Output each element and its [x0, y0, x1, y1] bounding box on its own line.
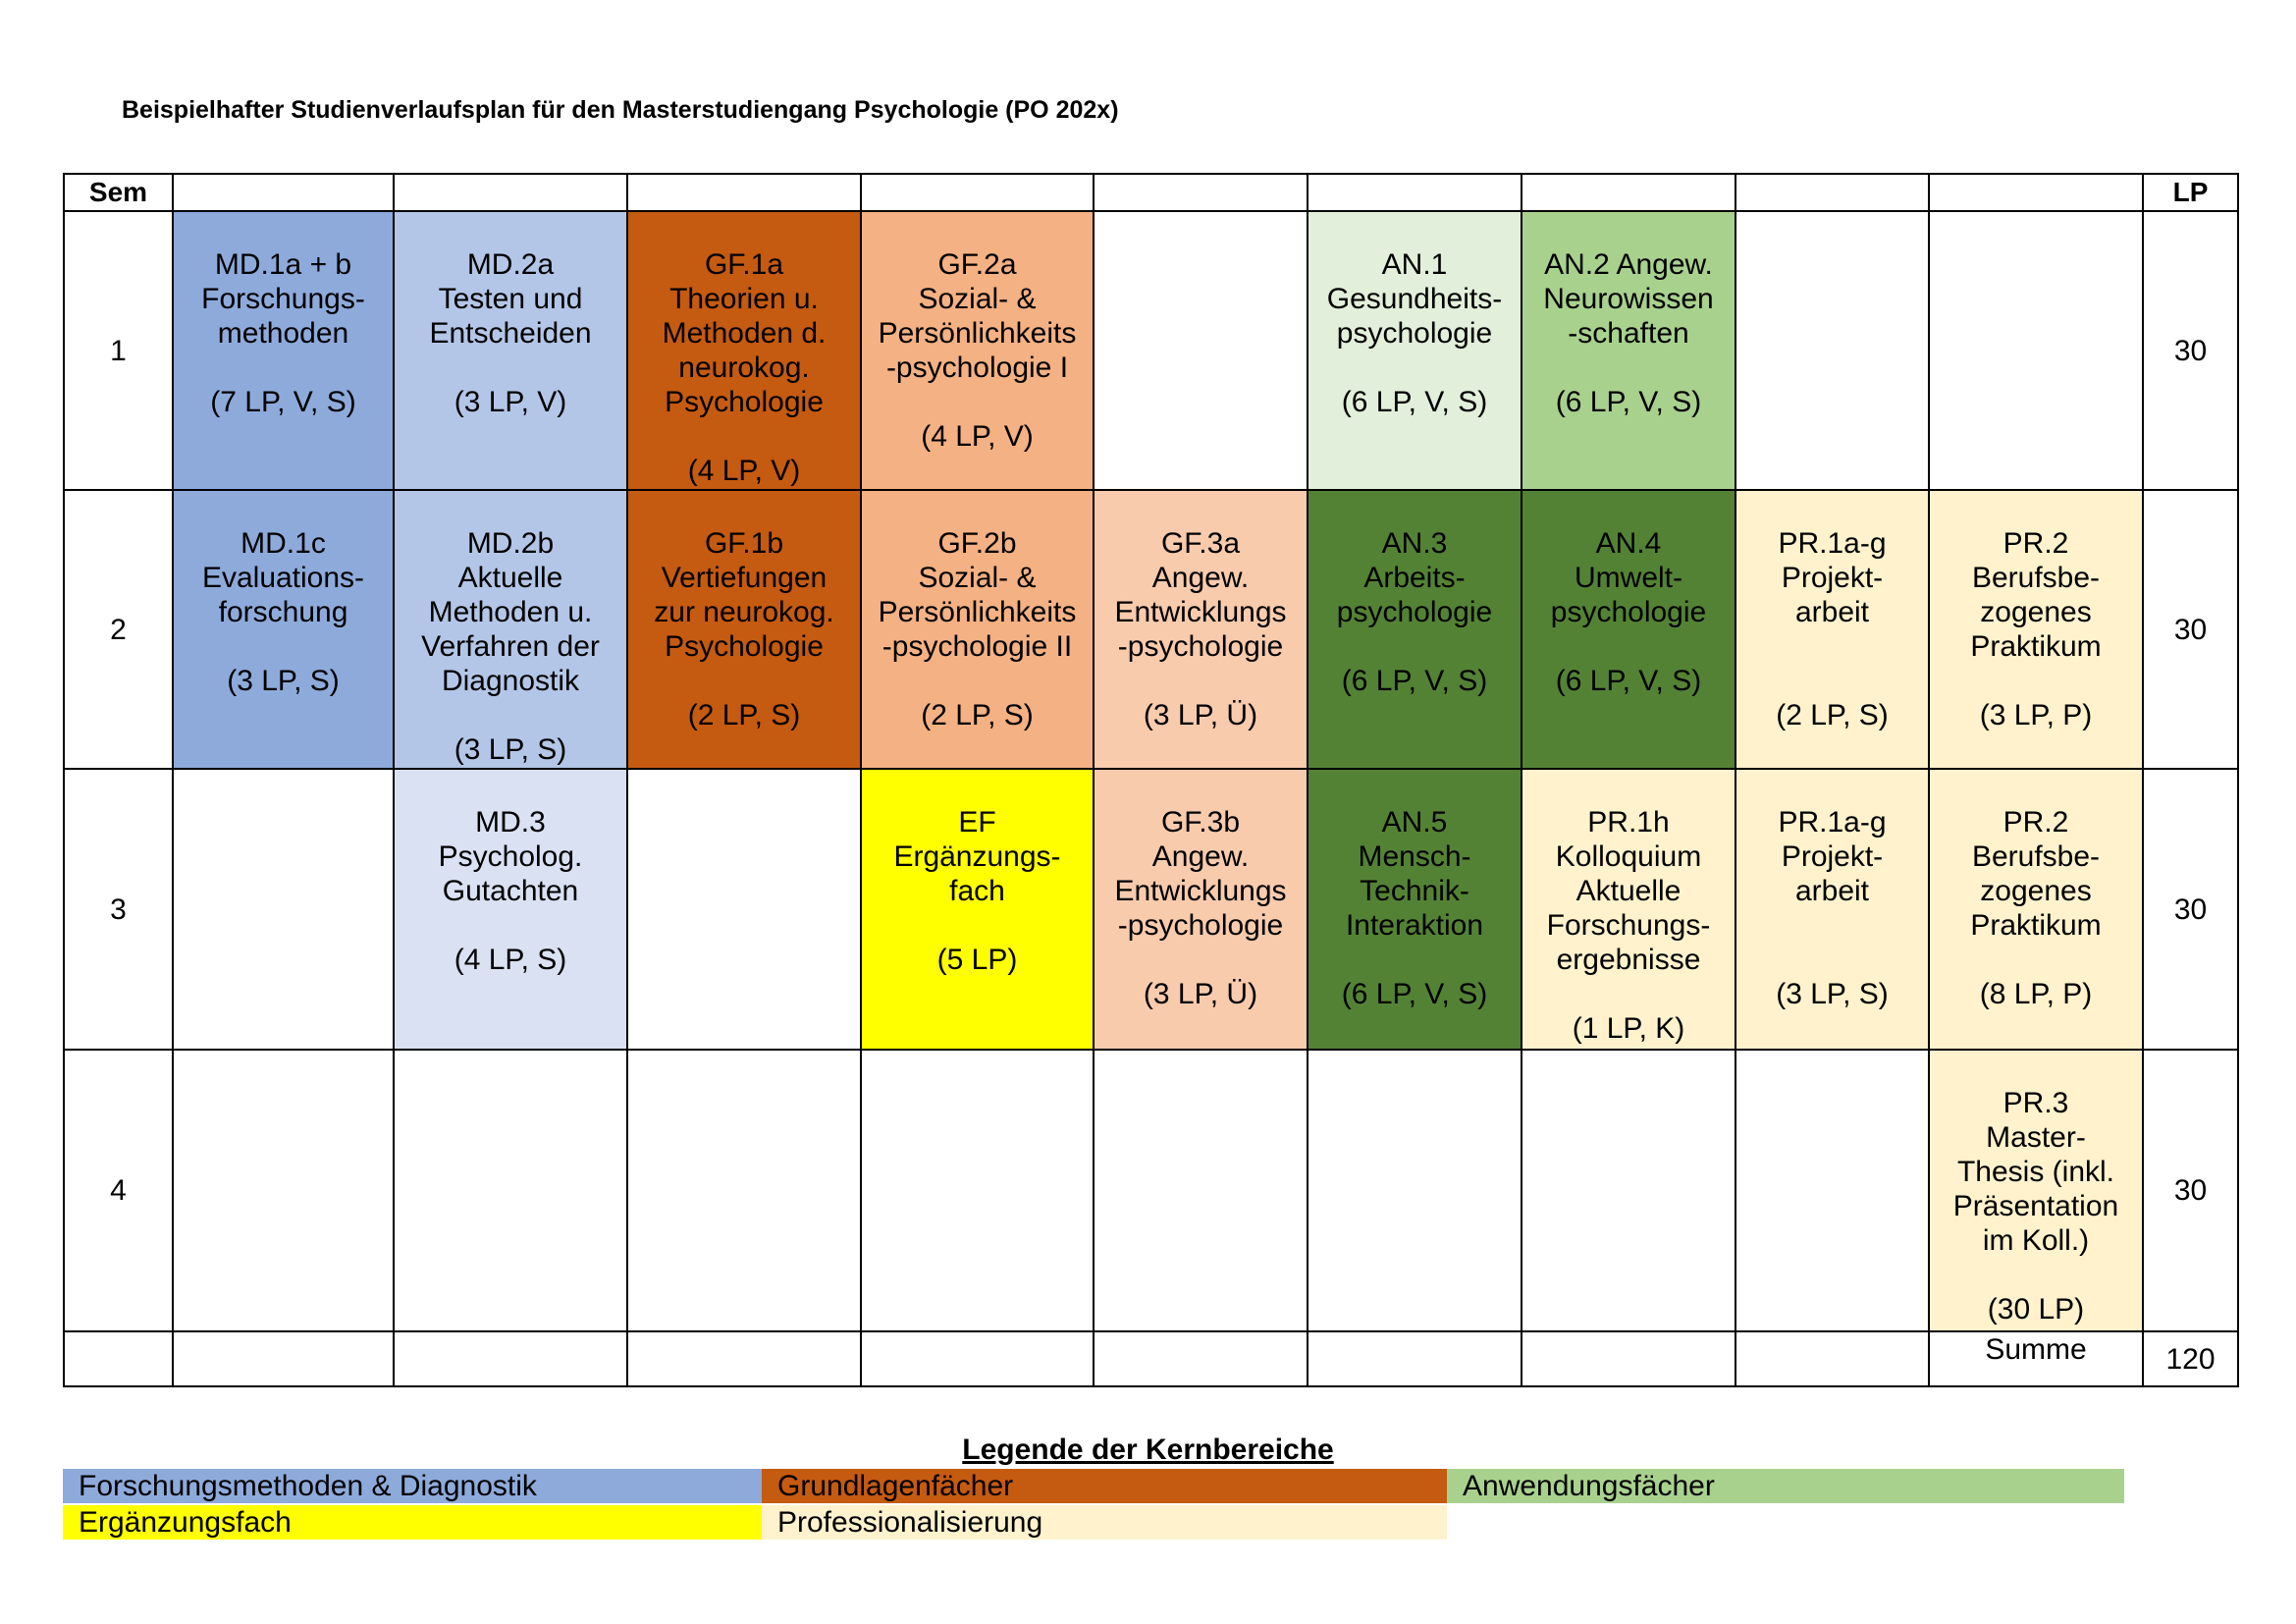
empty-cell	[1522, 1331, 1735, 1386]
semester-number: 3	[64, 769, 173, 1050]
header-empty	[861, 174, 1094, 211]
semester-number: 2	[64, 490, 173, 769]
semester-number: 1	[64, 211, 173, 490]
module-cell: GF.1a Theorien u. Methoden d. neurokog. Psychologie (4 LP, V)	[627, 211, 861, 490]
legend-item: Professionalisierung	[762, 1505, 1447, 1540]
empty-cell	[1308, 1050, 1522, 1331]
module-cell: AN.1 Gesundheits- psychologie (6 LP, V, S)	[1308, 211, 1522, 490]
module-cell: GF.3b Angew. Entwicklungs -psychologie (3 LP, Ü)	[1094, 769, 1308, 1050]
module-cell: EF Ergänzungs- fach (5 LP)	[861, 769, 1094, 1050]
module-cell: PR.3 Master- Thesis (inkl. Präsentation im Koll.) (30 LP)	[1929, 1050, 2143, 1331]
semester-number: 4	[64, 1050, 173, 1331]
empty-cell	[627, 769, 861, 1050]
semester-row	[64, 490, 2238, 769]
module-cell: PR.1h Kolloquium Aktuelle Forschungs- ergebnisse (1 LP, K)	[1522, 769, 1735, 1050]
module-cell: PR.1a-g Projekt- arbeit (3 LP, S)	[1735, 769, 1929, 1050]
header-empty	[1094, 174, 1308, 211]
legend-item: Forschungsmethoden & Diagnostik	[63, 1469, 762, 1503]
header-lp: LP	[2143, 174, 2238, 211]
empty-cell	[1094, 211, 1308, 490]
header-empty	[627, 174, 861, 211]
header-empty	[173, 174, 394, 211]
header-empty	[1735, 174, 1929, 211]
empty-cell	[394, 1050, 627, 1331]
empty-cell	[1308, 1331, 1522, 1386]
empty-cell	[1522, 1050, 1735, 1331]
module-cell: GF.1b Vertiefungen zur neurokog. Psychologie (2 LP, S)	[627, 490, 861, 769]
empty-cell	[1735, 211, 1929, 490]
module-cell: MD.2b Aktuelle Methoden u. Verfahren der Diagnostik (3 LP, S)	[394, 490, 627, 769]
module-cell: MD.1a + b Forschungs- methoden (7 LP, V, S)	[173, 211, 394, 490]
module-cell: PR.2 Berufsbe- zogenes Praktikum (8 LP, P)	[1929, 769, 2143, 1050]
semester-lp: 30	[2143, 490, 2238, 769]
empty-cell	[394, 1331, 627, 1386]
module-cell: GF.2b Sozial- & Persönlichkeits -psychologie II (2 LP, S)	[861, 490, 1094, 769]
semester-lp: 30	[2143, 769, 2238, 1050]
empty-cell	[1094, 1050, 1308, 1331]
empty-cell	[861, 1050, 1094, 1331]
semester-row	[64, 1050, 2238, 1331]
header-empty	[1522, 174, 1735, 211]
header-empty	[394, 174, 627, 211]
sum-label: Summe	[1929, 1331, 2143, 1386]
module-cell: MD.2a Testen und Entscheiden (3 LP, V)	[394, 211, 627, 490]
legend-title: Legende der Kernbereiche	[962, 1434, 1334, 1466]
page-title: Beispielhafter Studienverlaufsplan für den Masterstudiengang Psychologie (PO 202x)	[122, 96, 1119, 124]
legend-item: Ergänzungsfach	[63, 1505, 762, 1540]
module-cell: PR.1a-g Projekt- arbeit (2 LP, S)	[1735, 490, 1929, 769]
header-empty	[1929, 174, 2143, 211]
semester-row	[64, 211, 2238, 490]
empty-cell	[1929, 211, 2143, 490]
module-cell: MD.3 Psycholog. Gutachten (4 LP, S)	[394, 769, 627, 1050]
empty-cell	[1735, 1331, 1929, 1386]
empty-cell	[627, 1050, 861, 1331]
study-plan-table	[63, 173, 2239, 1387]
module-cell: AN.5 Mensch- Technik- Interaktion (6 LP, V, S)	[1308, 769, 1522, 1050]
semester-lp: 30	[2143, 211, 2238, 490]
module-cell: MD.1c Evaluations- forschung (3 LP, S)	[173, 490, 394, 769]
empty-cell	[1735, 1050, 1929, 1331]
empty-cell	[1094, 1331, 1308, 1386]
empty-cell	[64, 1331, 173, 1386]
module-cell: PR.2 Berufsbe- zogenes Praktikum (3 LP, P)	[1929, 490, 2143, 769]
legend-item: Grundlagenfächer	[762, 1469, 1447, 1503]
header-sem: Sem	[64, 174, 173, 211]
module-cell: GF.3a Angew. Entwicklungs -psychologie (3 LP, Ü)	[1094, 490, 1308, 769]
empty-cell	[173, 769, 394, 1050]
module-cell: AN.3 Arbeits- psychologie (6 LP, V, S)	[1308, 490, 1522, 769]
header-empty	[1308, 174, 1522, 211]
empty-cell	[173, 1331, 394, 1386]
semester-row	[64, 769, 2238, 1050]
module-cell: AN.2 Angew. Neurowissen -schaften (6 LP, V, S)	[1522, 211, 1735, 490]
module-cell: GF.2a Sozial- & Persönlichkeits -psychologie I (4 LP, V)	[861, 211, 1094, 490]
empty-cell	[861, 1331, 1094, 1386]
sum-row	[64, 1331, 2238, 1386]
empty-cell	[627, 1331, 861, 1386]
empty-cell	[173, 1050, 394, 1331]
sum-value: 120	[2143, 1331, 2238, 1386]
legend-item: Anwendungsfächer	[1447, 1469, 2124, 1503]
header-row	[64, 174, 2238, 211]
semester-lp: 30	[2143, 1050, 2238, 1331]
module-cell: AN.4 Umwelt- psychologie (6 LP, V, S)	[1522, 490, 1735, 769]
